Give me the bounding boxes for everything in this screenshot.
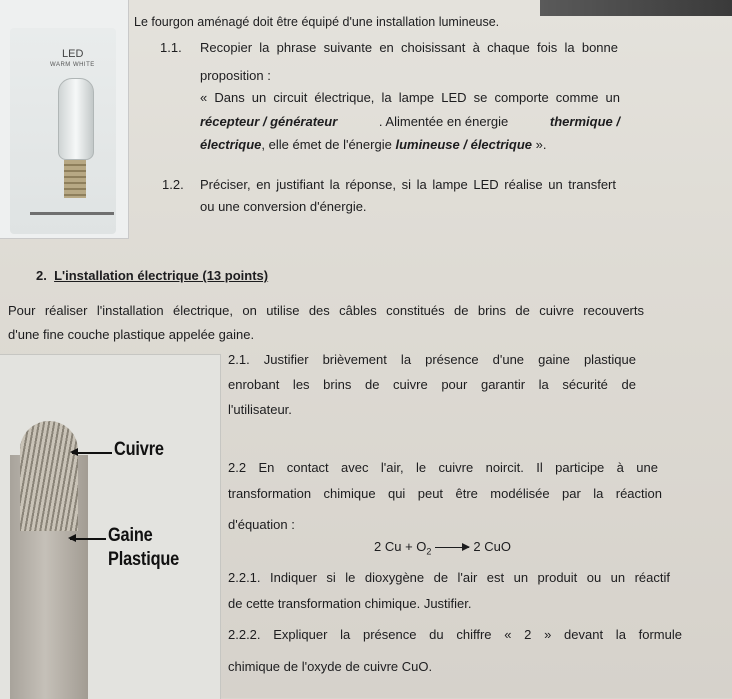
q2-1-line2: enrobant les brins de cuivre pour garantir la sécurité de <box>228 377 636 392</box>
q2-2-line3: d'équation : <box>228 517 295 532</box>
led-brand-label: LED <box>62 48 84 60</box>
choice-lumineuse-electrique: lumineuse / électrique <box>395 137 532 152</box>
q1-1-line2: proposition : <box>200 68 271 83</box>
led-socket <box>64 160 86 198</box>
q2-2-line2: transformation chimique qui peut être modélisée par la réaction <box>228 486 662 501</box>
q1-2-number: 1.2. <box>162 177 184 192</box>
copper-label: Cuivre <box>114 439 164 460</box>
q2-2-1-line1: 2.2.1. Indiquer si le dioxygène de l'air est un produit ou un réactif <box>228 570 670 585</box>
section2-number: 2. <box>36 268 47 283</box>
q1-2-line1: Préciser, en justifiant la réponse, si la lampe LED réalise un transfert <box>200 177 616 192</box>
q1-1-quote-line3 <box>200 137 546 153</box>
choice-electrique: électrique <box>200 137 262 152</box>
quote-line3-mid: , elle émet de l'énergie <box>261 137 392 152</box>
choice-recepteur-generateur: récepteur / générateur <box>200 114 338 129</box>
q2-2-2-line1: 2.2.2. Expliquer la présence du chiffre « 2 » devant la formule <box>228 627 682 642</box>
reaction-arrow-icon <box>435 547 469 548</box>
q1-2-line2: ou une conversion d'énergie. <box>200 199 367 214</box>
q1-1-number: 1.1. <box>160 40 182 55</box>
copper-strands <box>20 421 78 531</box>
q1-1-line1: Recopier la phrase suivante en choisissant à chaque fois la bonne <box>200 40 618 55</box>
q2-2-1-line2: de cette transformation chimique. Justifier. <box>228 596 472 611</box>
package-strip <box>30 212 114 215</box>
equation-right: 2 CuO <box>473 539 511 554</box>
background-edge <box>540 0 732 16</box>
para-line2: d'une fine couche plastique appelée gaine. <box>8 327 255 342</box>
q2-2-2-line2: chimique de l'oxyde de cuivre CuO. <box>228 659 433 674</box>
q1-1-quote-line2 <box>200 114 620 130</box>
quote-line3-end: ». <box>532 137 547 152</box>
q1-1-quote-line1: « Dans un circuit électrique, la lampe LED se comporte comme un <box>200 90 620 105</box>
intro-text: Le fourgon aménagé doit être équipé d'une installation lumineuse. <box>134 15 500 29</box>
section2-title: L'installation électrique (13 points) <box>54 268 269 283</box>
section2-heading <box>36 268 268 284</box>
quote-line2-rest: . Alimentée en énergie <box>378 114 509 129</box>
equation-left: 2 Cu + O <box>374 539 427 554</box>
q2-1-line3: l'utilisateur. <box>228 402 292 417</box>
sheath-arrow <box>70 538 106 540</box>
q2-2-line1: 2.2 En contact avec l'air, le cuivre noircit. Il participe à une <box>228 460 658 475</box>
copper-arrow <box>72 452 112 454</box>
choice-thermique: thermique / <box>549 114 620 129</box>
q2-1-line1: 2.1. Justifier brièvement la présence d'une gaine plastique <box>228 352 636 367</box>
equation-left-subscript: 2 <box>426 546 432 557</box>
para-line1: Pour réaliser l'installation électrique, on utilise des câbles constitués de brins de cuivre recouverts <box>8 303 644 318</box>
led-subtitle-label: WARM WHITE <box>50 62 95 68</box>
sheath-label-line2: Plastique <box>108 549 180 570</box>
chemical-equation <box>374 539 511 557</box>
led-bulb <box>58 78 94 160</box>
cable-figure <box>0 354 221 699</box>
sheath-label-line1: Gaine <box>108 525 153 546</box>
led-lamp-figure <box>0 0 129 239</box>
